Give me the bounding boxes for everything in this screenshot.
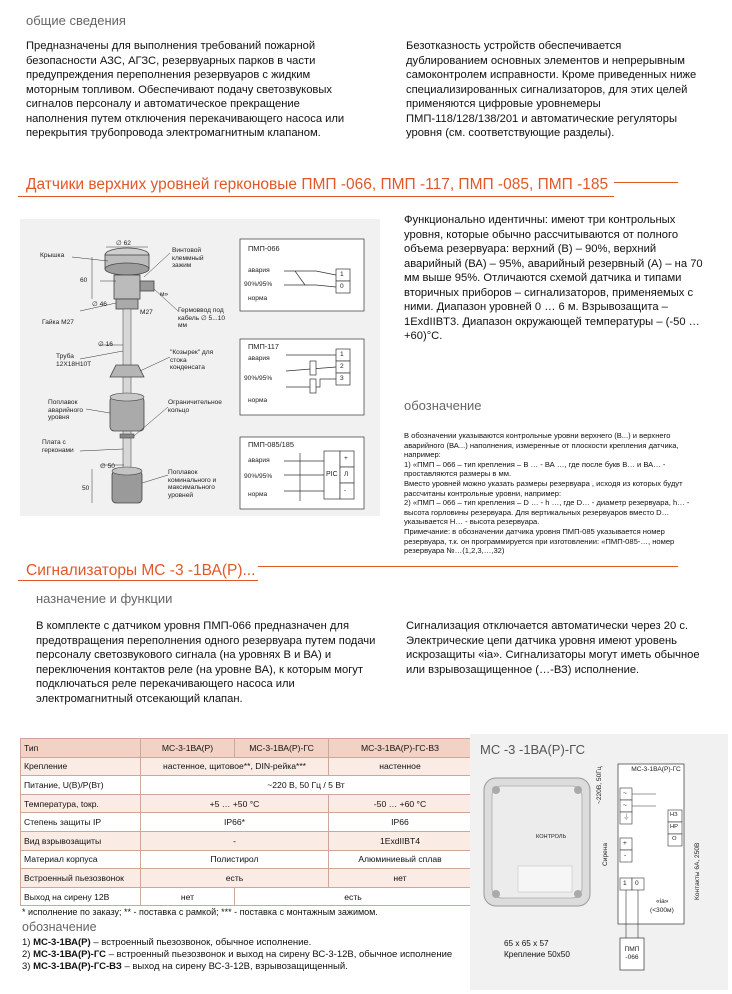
label-screw-clamp: Винтовой клеммный зажим [172, 247, 204, 270]
scheme-117-row: норма [248, 397, 268, 404]
table-cell: нет [141, 887, 235, 906]
table-cell: Степень защиты IP [21, 813, 141, 832]
label-m: м» [160, 291, 169, 298]
designation-line: В обозначении указываются контрольные уровни верхнего (В...) и верхнего аварийного (ВА...) наполнения, измеренные от плоскости крепления датчика, например: [404, 431, 679, 460]
scheme-085-terminal: + [344, 455, 348, 462]
sensor-drawing-panel [20, 219, 380, 516]
designation-line: 2) «ПМП – 066 – тип крепления – D … - h …, где D… - диаметр резервуара, h… - высота горловины резервуара. Для вертикальных резервуаров вместо D… указывается Н… - высота резервуара. [404, 498, 690, 527]
terminal-label: НЗ [670, 812, 678, 818]
table-cell: ~220 В, 50 Гц / 5 Вт [141, 776, 472, 795]
designation-item: 3) МС-3-1ВА(Р)-ГС-ВЗ – выход на сирену ВС-3-12В, взрывозащищенный. [22, 961, 348, 973]
general-right-text: Безотказность устройств обеспечивается дублированием основных элементов и непрерывным самоконтролем исправности. Кроме приведенных ниже специализированных сигнализаторов, для этих целей применяются цифровые уровнемеры ПМП-118/128/138/201 и автоматические регуляторы уровня (см. соответствующие разделы). [406, 40, 697, 139]
sensors-title-overline [614, 182, 678, 183]
table-row [21, 831, 472, 850]
scheme-085-row: норма [248, 491, 268, 498]
sensor-label: ПМП -066 [624, 946, 640, 961]
terminal-label: НР [670, 824, 679, 830]
label-board: Плата с герконами [42, 439, 74, 454]
general-left-text: Предназначены для выполнения требований пожарной безопасности АЗС, АГЗС, резервуарных парков в части предупреждения переполнения резервуаров с жидким моторным топливом. Обеспечивают подачу светозвуковых сигналов персоналу и автоматическое прекращение наполнения путем отключения перекачивающего насоса или перекрытия трубопровода электромагнитным клапаном. [26, 40, 345, 139]
sensors-designation-heading: обозначение [404, 398, 482, 413]
table-cell: +5 … +50 °С [141, 794, 329, 813]
label-gland: Гермоввод под кабель ∅ 5...10 мм [178, 307, 226, 330]
label-d46: ∅ 46 [92, 301, 107, 308]
label-dim50: 50 [82, 485, 90, 492]
signalers-title-overline [258, 566, 678, 567]
table-header-cell: МС-3-1ВА(Р)-ГС-ВЗ [329, 739, 472, 758]
table-row [21, 869, 472, 888]
label-m27: М27 [140, 309, 153, 316]
table-cell: нет [329, 869, 472, 888]
signalers-title: Сигнализаторы МС -3 -1ВА(Р)... [26, 562, 256, 579]
table-header-cell: МС-3-1ВА(Р) [141, 739, 235, 758]
power-label: ~220В, 50Гц [596, 766, 603, 804]
label-nut: Гайка М27 [42, 319, 74, 326]
scheme-117-title: ПМП-117 [248, 342, 280, 351]
label-peak: "Козырек" для стока конденсата [170, 349, 214, 372]
device-panel [470, 734, 728, 990]
scheme-117-row: авария [248, 355, 270, 362]
signalers-right-text: Сигнализация отключается автоматически через 20 с. Электрические цепи датчика уровня имеют уровень искрозащиты «ia». Сигнализаторы могут иметь обычное или взрывозащищенное (…-ВЗ) исполнение. [406, 620, 700, 676]
scheme-085-row: 90%/95% [244, 473, 273, 480]
scheme-085-row: авария [248, 457, 270, 464]
scheme-066-title: ПМП-066 [248, 244, 280, 253]
scheme-066-row: авария [248, 267, 270, 274]
length-label: (<300м) [650, 907, 674, 914]
table-row [21, 887, 472, 906]
label-float-alarm: Поплавок аварийного уровня [48, 399, 84, 422]
table-row [21, 794, 472, 813]
scheme-117-terminal: 1 [340, 351, 344, 358]
table-cell: IP66* [141, 813, 329, 832]
table-cell: Выход на сирену 12В [21, 887, 141, 906]
spec-table [20, 738, 472, 906]
table-row [21, 757, 472, 776]
designation-item: 2) МС-3-1ВА(Р)-ГС – встроенный пьезозвонок и выход на сирену ВС-3-12В, обычное исполнение [22, 949, 453, 961]
table-row [21, 813, 472, 832]
label-dim60: 60 [80, 277, 88, 284]
terminal-label: О [672, 836, 677, 842]
label-d16: ∅ 16 [98, 341, 113, 348]
designation-line: Примечание: в обозначении датчика уровня ПМП-085 указывается номер резервуара, т.к. он программируется при изготовлении: «ПМП-085-…, номер резервуара №…(1,2,3,…,32) [404, 526, 675, 556]
table-cell: настенное, щитовое**, DIN-рейка*** [141, 757, 329, 776]
designation-line: 1) «ПМП – 066 – тип крепления – В … - ВА …, где после букв В… и ВА… - проставляются размеры в мм. [404, 459, 666, 479]
terminal-label: + [623, 840, 627, 847]
label-ring: Ограничительное кольцо [168, 399, 222, 414]
table-header-cell: Тип [21, 739, 141, 758]
terminal-label: ⏚ [623, 814, 630, 821]
scheme-066-terminal: 1 [340, 271, 344, 278]
terminal-label: ~ [623, 802, 627, 809]
scheme-066-row: 90%/95% [244, 281, 273, 288]
table-cell: - [141, 831, 329, 850]
table-cell: настенное [329, 757, 472, 776]
designation-item: 1) МС-3-1ВА(Р) – встроенный пьезозвонок, обычное исполнение. [22, 937, 312, 948]
signalers-designation-heading: обозначение [22, 920, 97, 934]
signalers-title-underline [18, 580, 258, 581]
siren-label: Сирена [602, 842, 609, 866]
table-row [21, 776, 472, 795]
table-cell: есть [141, 869, 329, 888]
signalers-designation-list [22, 937, 472, 974]
ia-label: «ia» [656, 898, 669, 905]
table-header [21, 739, 472, 758]
table-cell: Материал корпуса [21, 850, 141, 869]
table-cell: Питание, U(В)/Р(Вт) [21, 776, 141, 795]
label-cap: Крышка [40, 252, 65, 259]
general-heading: общие сведения [26, 13, 126, 28]
label-d62: ∅ 62 [116, 240, 131, 247]
table-cell: Крепление [21, 757, 141, 776]
scheme-085-chip: PIC [326, 471, 338, 478]
table-header-cell: МС-3-1ВА(Р)-ГС [235, 739, 329, 758]
table-footnote: * исполнение по заказу; ** - поставка с рамкой; *** - поставка с монтажным зажимом. [22, 907, 378, 917]
scheme-085-terminal: Л [344, 471, 349, 478]
designation-line: Вместо уровней можно указать размеры резервуара , исходя из которых будут рассчитаны контрольные уровни, например: [404, 478, 683, 498]
device-title: МС -3 -1ВА(Р)-ГС [480, 742, 585, 757]
device-dims [504, 938, 570, 960]
device-mount: Крепление 50х50 [504, 950, 570, 959]
table-cell: 1ExdIIBT4 [329, 831, 472, 850]
sensors-description: Функционально идентичны: имеют три контрольных уровня, которые обычно рассчитываются от полного объема резервуара: верхний (В) – 90%, верхний аварийный (ВА) – 95%, аварийный резервный (А) – на 70 мм выше 95%. Отличаются схемой датчика и типами вторичных приборов – сигнализаторов, применяемых с ними. Диапазон уровней 0 … 6 м. Взрывозащита – 1ExdIIBT3. Диапазон окружающей температуры – (-50 … +60)°С. [404, 214, 703, 342]
scheme-085-title: ПМП-085/185 [248, 440, 294, 449]
scheme-066-row: норма [248, 295, 268, 302]
sensors-title-underline [18, 196, 614, 197]
table-row [21, 850, 472, 869]
label-pipe: Труба 12Х18Н10Т [56, 353, 92, 368]
scheme-117-row: 90%/95% [244, 375, 273, 382]
signalers-purpose-heading: назначение и функции [36, 591, 173, 606]
signalers-left-text: В комплекте с датчиком уровня ПМП-066 предназначен для предотвращения переполнения одного резервуара путем подачи персоналу светозвукового сигнала (на уровнях В и ВА) и переключения контактов реле (на уровне ВА), к которым могут подключаться реле перекачивающего насоса или электромагнитный отсекающий клапан. [36, 620, 376, 705]
scheme-117-terminal: 2 [340, 363, 344, 370]
table-cell: Алюминиевый сплав [329, 850, 472, 869]
sensors-title: Датчики верхних уровней герконовые ПМП -066, ПМП -117, ПМП -085, ПМП -185 [26, 176, 609, 193]
scheme-085-terminal: - [344, 487, 347, 494]
contacts-label: Контакты 6А, 250В [694, 842, 701, 900]
scheme-066-terminal: 0 [340, 283, 344, 290]
table-cell: Температура, tокр. [21, 794, 141, 813]
terminal-label: 1 [623, 880, 627, 887]
scheme-117-terminal: 3 [340, 375, 344, 382]
label-float-nominal: Поплавок коминального и максимального уровней [168, 469, 217, 499]
terminal-label: 0 [635, 880, 639, 887]
table-cell: Встроенный пьезозвонок [21, 869, 141, 888]
table-cell: -50 … +60 °С [329, 794, 472, 813]
scheme-title: МС-3-1ВА(Р)-ГС [631, 766, 681, 773]
terminal-label: ~ [623, 790, 627, 797]
device-size: 65 х 65 х 57 [504, 939, 549, 948]
label-d50: ∅ 50 [100, 463, 115, 470]
device-brand: КОНТРОЛЬ [536, 834, 567, 840]
table-cell: есть [235, 887, 472, 906]
table-cell: Полистирол [141, 850, 329, 869]
table-cell: Вид взрывозащиты [21, 831, 141, 850]
sensors-designation-text [404, 431, 704, 556]
terminal-label: - [624, 852, 627, 859]
table-cell: IP66 [329, 813, 472, 832]
